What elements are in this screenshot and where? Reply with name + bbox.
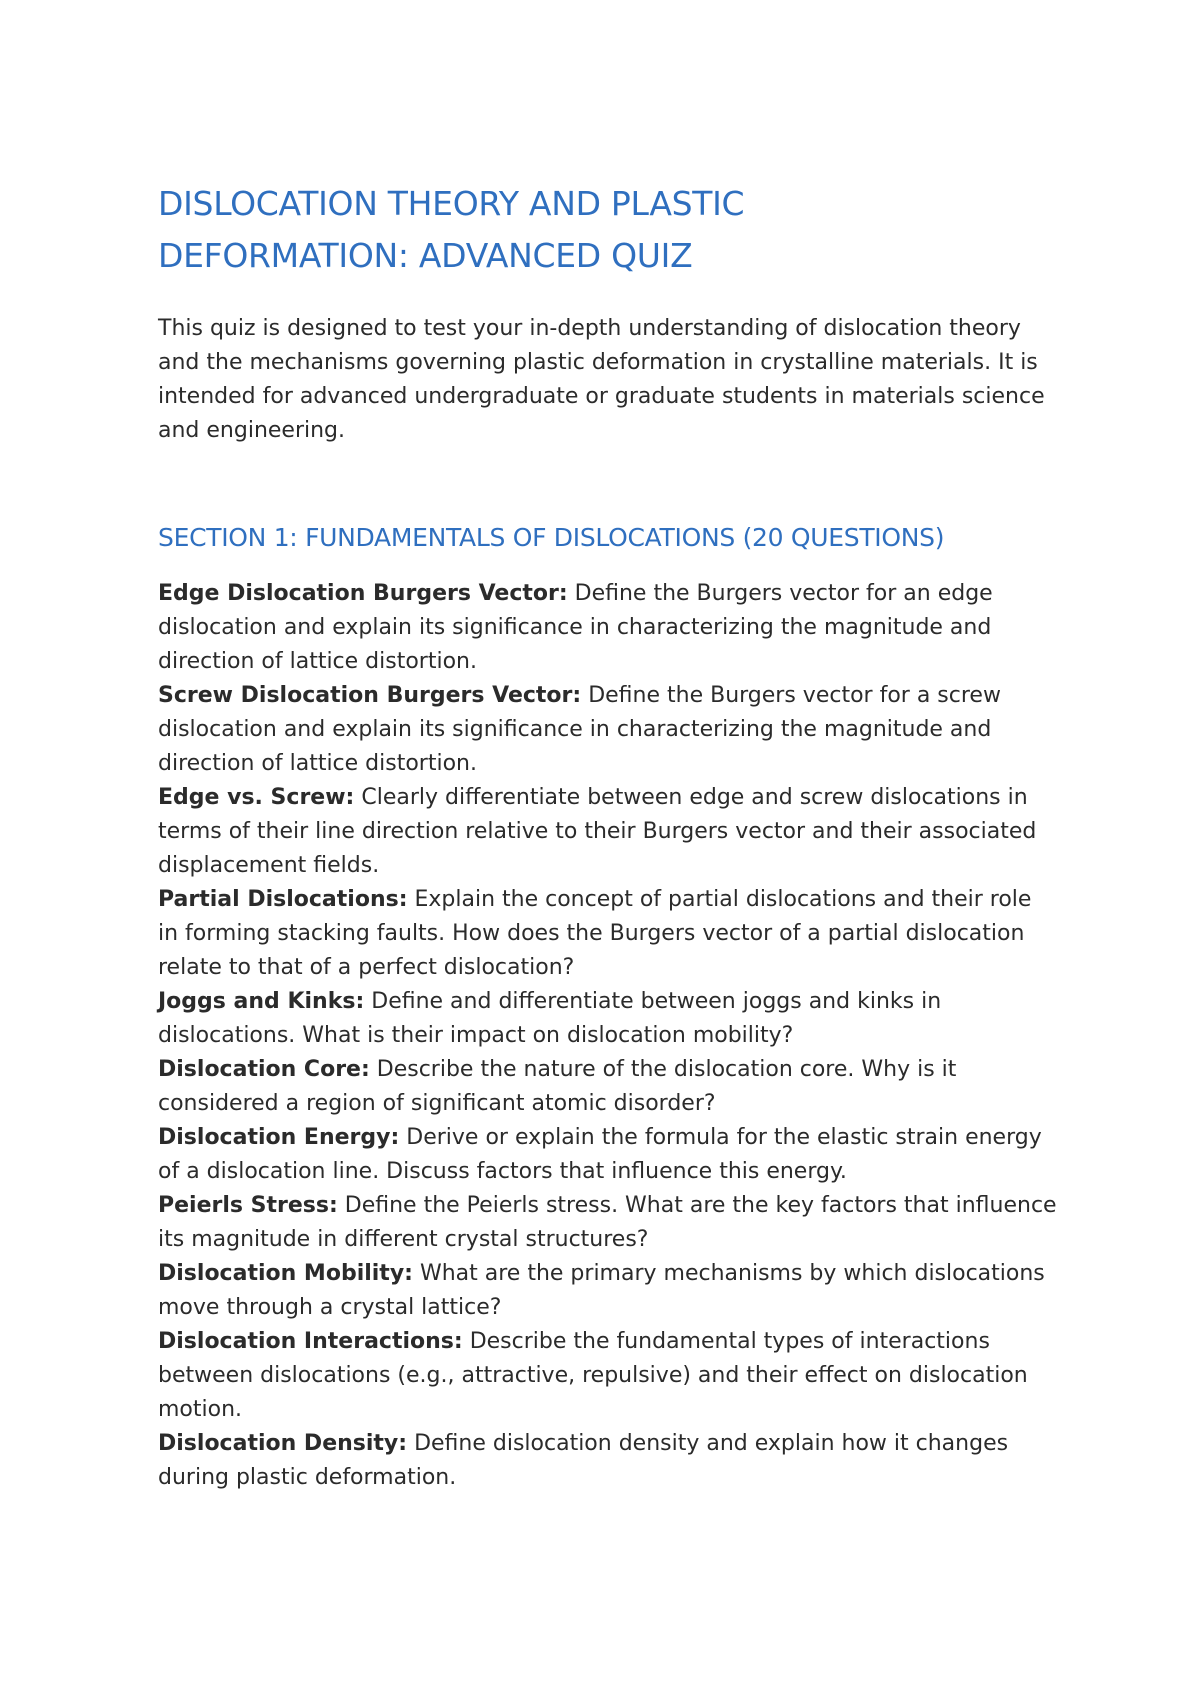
question-term: Screw Dislocation Burgers Vector: (158, 683, 582, 708)
section-1-question-list (158, 577, 1058, 1495)
document-title (158, 178, 1058, 282)
question-item (158, 883, 1058, 985)
question-term: Peierls Stress: (158, 1193, 338, 1218)
question-term: Dislocation Energy: (158, 1125, 400, 1150)
document-title-line-1: DISLOCATION THEORY AND PLASTIC (158, 184, 745, 223)
question-item (158, 781, 1058, 883)
question-text: Explain the concept of partial dislocations and their role in forming stacking faults. How does the Burgers vector of a partial dislocation relate to that of a perfect dislocation? (158, 887, 1032, 980)
question-item (158, 679, 1058, 781)
question-text: Define the Peierls stress. What are the key factors that influence its magnitude in different crystal structures? (158, 1193, 1057, 1252)
question-term: Dislocation Interactions: (158, 1329, 463, 1354)
question-item (158, 1427, 1058, 1495)
question-text: Define dislocation density and explain how it changes during plastic deformation. (158, 1431, 1009, 1490)
question-text: Define the Burgers vector for an edge dislocation and explain its significance in characterizing the magnitude and direction of lattice distortion. (158, 581, 993, 674)
question-item (158, 1053, 1058, 1121)
question-item (158, 1121, 1058, 1189)
question-text: Clearly differentiate between edge and screw dislocations in terms of their line direction relative to their Burgers vector and their associated displacement fields. (158, 785, 1037, 878)
question-text: Describe the nature of the dislocation core. Why is it considered a region of significant atomic disorder? (158, 1057, 957, 1116)
question-text: What are the primary mechanisms by which dislocations move through a crystal lattice? (158, 1261, 1045, 1320)
section-1-heading: SECTION 1: FUNDAMENTALS OF DISLOCATIONS (20 QUESTIONS) (158, 523, 945, 552)
question-term: Dislocation Core: (158, 1057, 370, 1082)
document-title-line-2: DEFORMATION: ADVANCED QUIZ (158, 236, 693, 275)
question-term: Edge vs. Screw: (158, 785, 355, 810)
question-item (158, 1257, 1058, 1325)
question-item (158, 985, 1058, 1053)
question-term: Partial Dislocations: (158, 887, 408, 912)
question-term: Joggs and Kinks: (158, 989, 365, 1014)
question-item (158, 577, 1058, 679)
question-term: Dislocation Density: (158, 1431, 408, 1456)
question-term: Dislocation Mobility: (158, 1261, 413, 1286)
question-text: Define and differentiate between joggs and kinks in dislocations. What is their impact on dislocation mobility? (158, 989, 942, 1048)
question-text: Define the Burgers vector for a screw dislocation and explain its significance in characterizing the magnitude and direction of lattice distortion. (158, 683, 1001, 776)
document-page (158, 178, 1058, 1495)
question-text: Describe the fundamental types of interactions between dislocations (e.g., attractive, repulsive) and their effect on dislocation motion. (158, 1329, 1028, 1422)
question-item (158, 1325, 1058, 1427)
intro-paragraph: This quiz is designed to test your in-depth understanding of dislocation theory and the mechanisms governing plastic deformation in crystalline materials. It is intended for advanced undergraduate or graduate students in materials science and engineering. (158, 316, 1045, 443)
question-item (158, 1189, 1058, 1257)
question-term: Edge Dislocation Burgers Vector: (158, 581, 568, 606)
question-text: Derive or explain the formula for the elastic strain energy of a dislocation line. Discuss factors that influence this energy. (158, 1125, 1042, 1184)
